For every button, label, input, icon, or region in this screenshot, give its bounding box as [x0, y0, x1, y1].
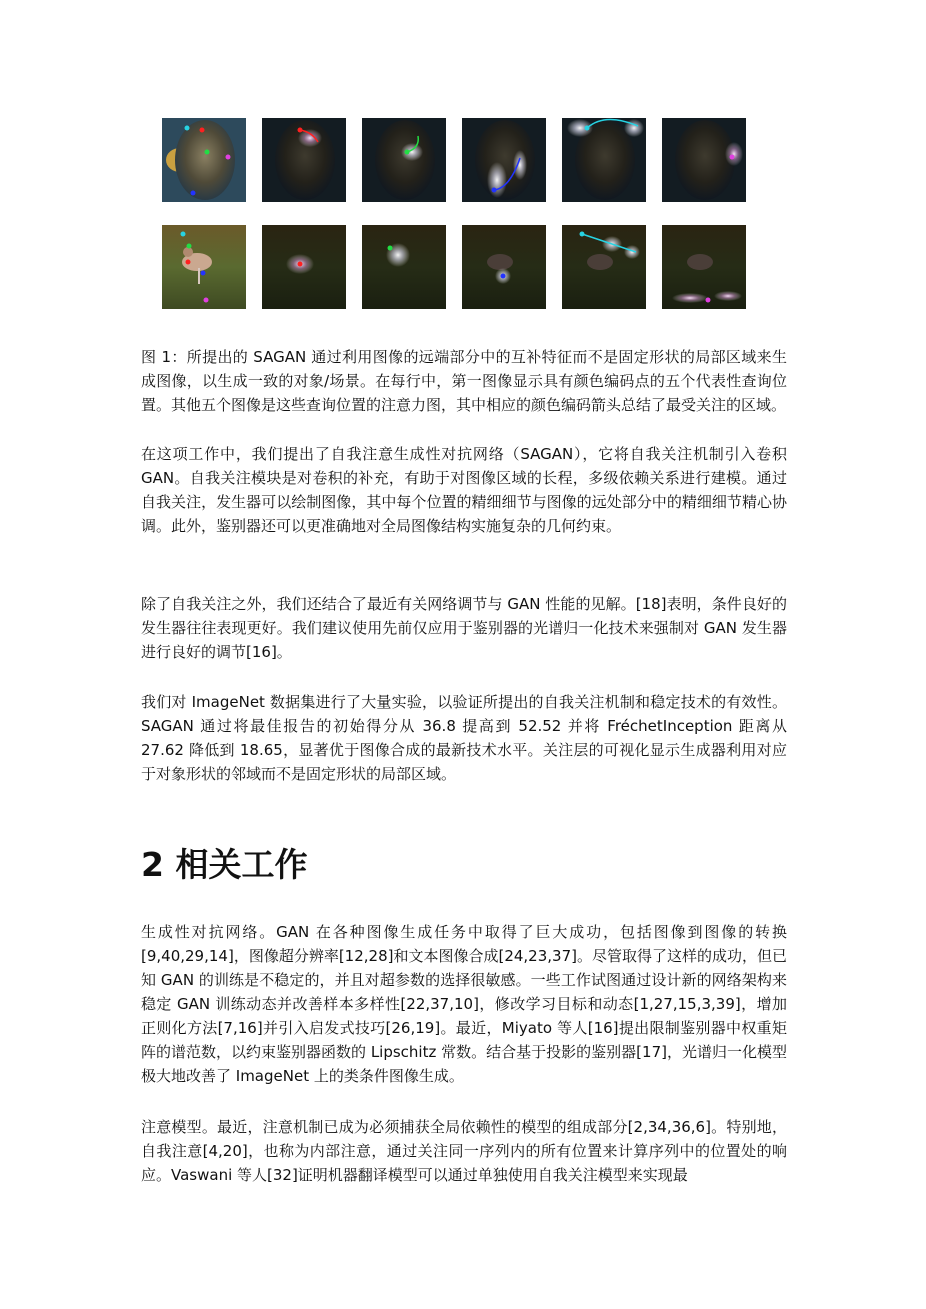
bird-attention-map-magenta: [662, 225, 746, 309]
query-point-blue: [191, 191, 196, 196]
query-point-magenta: [226, 155, 231, 160]
body-paragraph: 除了自我关注之外，我们还结合了最近有关网络调节与 GAN 性能的见解。[18]表明，条件良好的发生器往往表现更好。我们建议使用先前仅应用于鉴别器的光谱归一化技术来强制对 GAN 发生器进行良好的调节[16]。: [141, 595, 787, 661]
query-point-green: [205, 150, 210, 155]
dog-attention-map-blue: [462, 118, 546, 202]
attention-figure: [0, 0, 926, 320]
dog-attention-map-green: [362, 118, 446, 202]
body-paragraph: 我们对 ImageNet 数据集进行了大量实验，以验证所提出的自我关注机制和稳定技术的有效性。SAGAN 通过将最佳报告的初始得分从 36.8 提高到 52.52 并将 FréchetInception 距离从 27.62 降低到 18.65，显著优于图像合成的最新技术水平。关注层的可视化显示生成器利用对应于对象形状的邻域而不是固定形状的局部区域。: [141, 693, 787, 783]
dog-attention-map-magenta: [662, 118, 746, 202]
bird-attention-map-red: [262, 225, 346, 309]
bird-attention-map-green: [362, 225, 446, 309]
body-paragraph: 生成性对抗网络。GAN 在各种图像生成任务中取得了巨大成功，包括图像到图像的转换[9,40,29,14]，图像超分辨率[12,28]和文本图像合成[24,23,37]。尽管取得了这样的成功，但已知 GAN 的训练是不稳定的，并且对超参数的选择很敏感。一些工作试图通过设计新的网络架构来稳定 GAN 训练动态并改善样本多样性[22,37,10]，修改学习目标和动态[1,27,15,3,39]，增加正则化方法[7,16]并引入启发式技巧[26,19]。最近，Miyato 等人[16]提出限制鉴别器中权重矩阵的谱范数，以约束鉴别器函数的 Lipschitz 常数。结合基于投影的鉴别器[17]，光谱归一化模型极大地改善了 ImageNet 上的类条件图像生成。: [141, 923, 787, 1085]
section-heading: 2 相关工作: [141, 845, 308, 884]
body-paragraph: 注意模型。最近，注意机制已成为必须捕获全局依赖性的模型的组成部分[2,34,36,6]。特别地，自我注意[4,20]，也称为内部注意，通过关注同一序列内的所有位置来计算序列中的位置处的响应。Vaswani 等人[32]证明机器翻译模型可以通过单独使用自我关注模型来实现最: [141, 1118, 787, 1184]
dog-source-panel: [162, 118, 246, 202]
dog-attention-map-cyan: [562, 118, 646, 202]
dog-attention-map-red: [262, 118, 346, 202]
body-paragraph: 在这项工作中，我们提出了自我注意生成性对抗网络（SAGAN），它将自我关注机制引入卷积 GAN。自我关注模块是对卷积的补充，有助于对图像区域的长程，多级依赖关系进行建模。通过自我关注，发生器可以绘制图像，其中每个位置的精细细节与图像的远处部分中的精细细节精心协调。此外，鉴别器还可以更准确地对全局图像结构实施复杂的几何约束。: [141, 445, 787, 535]
query-point-cyan: [185, 126, 190, 131]
bird-attention-map-cyan: [562, 225, 646, 309]
bird-attention-map-blue: [462, 225, 546, 309]
figure-caption: 图 1：所提出的 SAGAN 通过利用图像的远端部分中的互补特征而不是固定形状的局部区域来生成图像，以生成一致的对象/场景。在每行中，第一图像显示具有颜色编码点的五个代表性查询位置。其他五个图像是这些查询位置的注意力图，其中相应的颜色编码箭头总结了最受关注的区域。: [141, 348, 787, 414]
bird-source-panel: [162, 225, 246, 309]
query-point-red: [200, 128, 205, 133]
